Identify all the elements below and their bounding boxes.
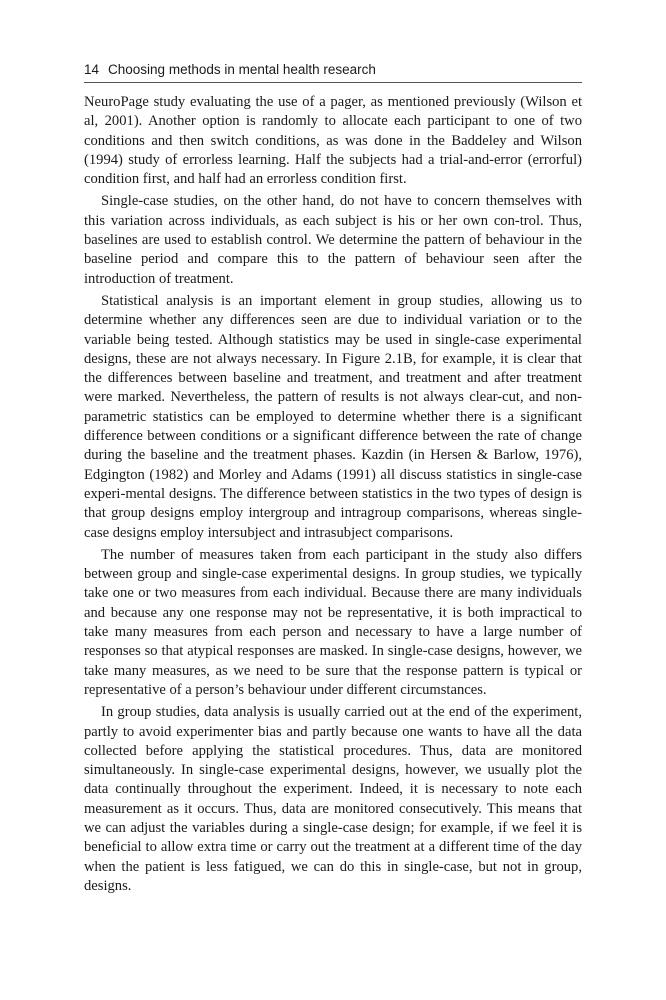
body-text xyxy=(84,93,582,896)
paragraph-data-analysis: In group studies, data analysis is usually carried out at the end of the experiment, partly to avoid experimenter bias and partly because one wants to have all the data collected before applying the statistical procedures. Thus, data are monitored simultaneously. In single-case experimental designs, however, we usually plot the data continually throughout the experiment. Indeed, it is necessary to note each measurement as it occurs. Thus, data are monitored consecutively. This means that we can adjust the variables during a single-case design; for example, if we feel it is beneficial to allow extra time or carry out the treatment at a different time of the day when the patient is less fatigued, we can do this in single-case, but not in group, designs. xyxy=(84,704,582,894)
page-number: 14 xyxy=(84,62,100,77)
paragraph-number-of-measures: The number of measures taken from each participant in the study also differs between group and single-case experimental designs. In group studies, we typically take one or two measures from each individual. Because there are many individuals and because any one response may not be representative, it is both impractical to take many measures from each person and necessary to have a large number of responses so that atypical responses are masked. In single-case designs, however, we take many measures, as we need to be sure that the response pattern is typical or representative of a person’s behaviour under different circumstances. xyxy=(84,546,582,698)
header-divider xyxy=(84,82,582,83)
running-title: Choosing methods in mental health research xyxy=(108,62,376,77)
running-header xyxy=(84,60,582,82)
paragraph-statistical-analysis: Statistical analysis is an important element in group studies, allowing us to determine whether any differences seen are due to individual variation or to the variable being tested. Although statistics may be used in single-case experimental designs, these are not always necessary. In Figure 2.1B, for example, it is clear that the differences between baseline and treatment, and treatment and after treatment were marked. Nevertheless, the pattern of results is not always clear-cut, and non-parametric statistics can be employed to determine whether there is a significant difference between conditions or a significant difference between the rate of change during the baseline and the treatment phases. Kazdin (in Hersen & Barlow, 1976), Edgington (1982) and Morley and Adams (1991) all discuss statistics in single-case experi-mental designs. The difference between statistics in the two types of design is that group designs employ intergroup and intragroup comparisons, whereas single-case designs employ intersubject and intrasubject comparisons. xyxy=(84,292,582,541)
paragraph-continued: NeuroPage study evaluating the use of a pager, as mentioned previously (Wilson et al, 2001). Another option is randomly to allocate each participant to one of two conditions and then switch conditions, as was done in the Baddeley and Wilson (1994) study of errorless learning. Half the subjects had a trial-and-error (errorful) condition first, and half had an errorless condition first. xyxy=(84,94,582,188)
paragraph-single-case-control: Single-case studies, on the other hand, do not have to concern themselves with this variation across individuals, as each subject is his or her own con-trol. Thus, baselines are used to establish control. We determine the pattern of behaviour in the baseline period and compare this to the pattern of behaviour seen after the introduction of treatment. xyxy=(84,193,582,287)
